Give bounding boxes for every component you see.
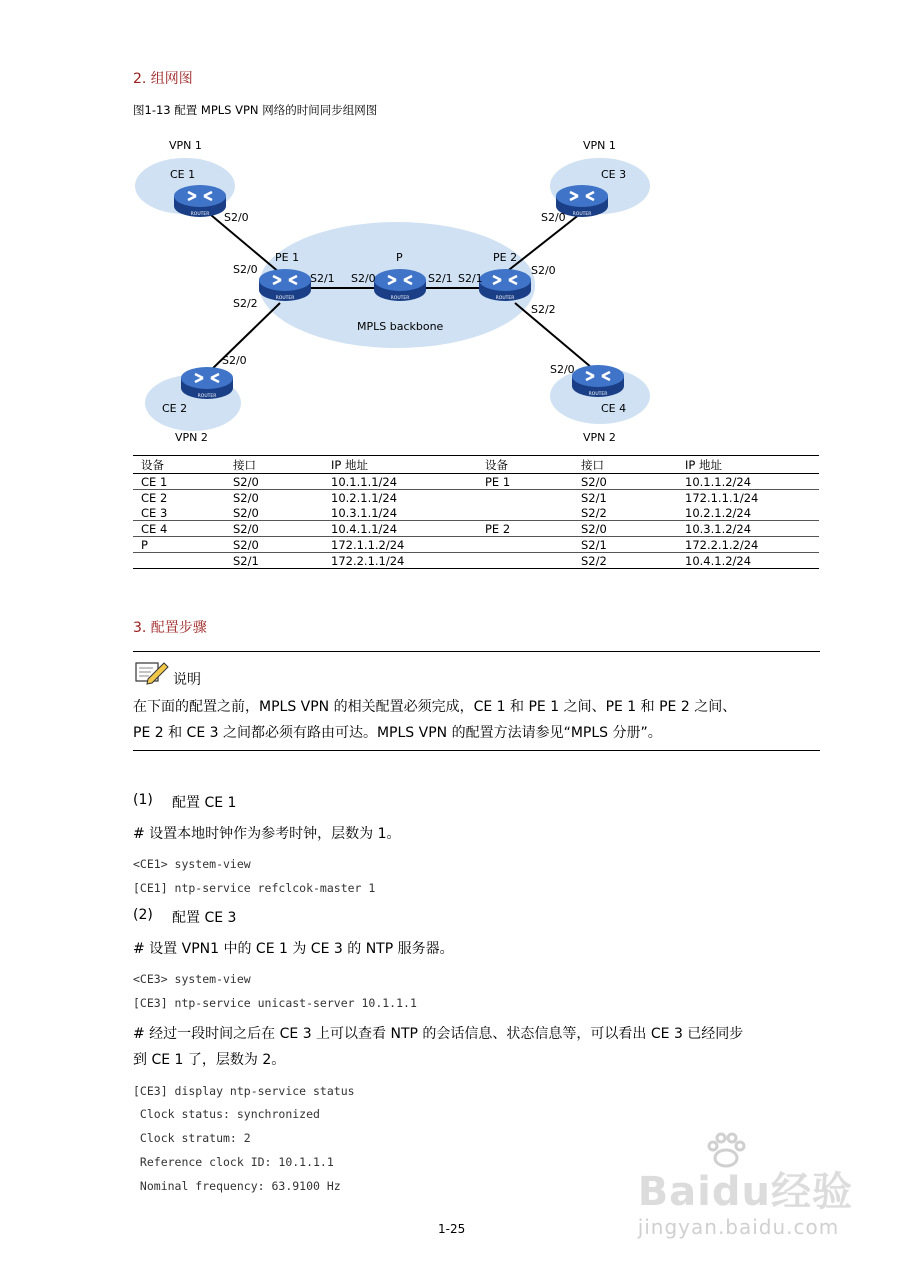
svg-text:ROUTER: ROUTER bbox=[275, 296, 295, 301]
step-title: 配置 CE 3 bbox=[172, 910, 237, 926]
router-ce4-icon bbox=[571, 364, 625, 398]
port-label: S2/2 bbox=[233, 297, 258, 310]
table-cell: S2/2 bbox=[573, 505, 677, 521]
note-text-line: 在下面的配置之前，MPLS VPN 的相关配置必须完成，CE 1 和 PE 1 之间、PE 1 和 PE 2 之间、 bbox=[133, 699, 737, 715]
table-cell: 172.1.1.2/24 bbox=[323, 537, 477, 553]
device-label-pe2: PE 2 bbox=[493, 251, 518, 264]
table-cell: 172.2.1.2/24 bbox=[677, 537, 819, 553]
ip-address-table bbox=[133, 455, 819, 569]
column-header: IP 地址 bbox=[677, 456, 819, 474]
column-header: 设备 bbox=[477, 456, 573, 474]
table-cell: PE 1 bbox=[477, 474, 573, 490]
section-title-network-diagram: 2. 组网图 bbox=[133, 71, 193, 87]
step-description: # 设置 VPN1 中的 CE 1 为 CE 3 的 NTP 服务器。 bbox=[133, 941, 454, 957]
watermark-brand: Baidu经验 bbox=[637, 1169, 853, 1215]
table-cell: S2/1 bbox=[225, 553, 323, 569]
network-diagram bbox=[130, 128, 820, 454]
router-p-icon bbox=[373, 268, 427, 302]
table-cell: 172.2.1.1/24 bbox=[323, 553, 477, 569]
page-number: 1-25 bbox=[438, 1222, 466, 1236]
svg-text:ROUTER: ROUTER bbox=[190, 212, 210, 217]
step-description: # 经过一段时间之后在 CE 3 上可以查看 NTP 的会话信息、状态信息等，可以看出 CE 3 已经同步 bbox=[133, 1026, 744, 1042]
device-label-ce1: CE 1 bbox=[170, 168, 196, 181]
vpn-label: VPN 1 bbox=[169, 139, 202, 152]
router-ce2-icon bbox=[180, 366, 234, 400]
router-pe2-icon bbox=[478, 268, 532, 302]
note-box bbox=[133, 651, 820, 751]
table-header-row bbox=[133, 456, 819, 474]
paw-logo-icon bbox=[704, 1132, 748, 1168]
port-label: S2/0 bbox=[224, 211, 249, 224]
vpn-label: VPN 2 bbox=[583, 431, 616, 444]
table-cell bbox=[477, 537, 573, 553]
svg-text:ROUTER: ROUTER bbox=[495, 296, 515, 301]
table-cell: PE 2 bbox=[477, 521, 573, 537]
vpn-label: VPN 2 bbox=[175, 431, 208, 444]
table-cell: 10.3.1.2/24 bbox=[677, 521, 819, 537]
vpn-label: VPN 1 bbox=[583, 139, 616, 152]
table-cell: 10.1.1.1/24 bbox=[323, 474, 477, 490]
figure-caption: 图1-13 配置 MPLS VPN 网络的时间同步组网图 bbox=[133, 103, 378, 117]
port-label: S2/0 bbox=[222, 354, 247, 367]
table-cell: 10.2.1.1/24 bbox=[331, 490, 398, 505]
column-header: 设备 bbox=[133, 456, 225, 474]
table-cell: S2/0 bbox=[573, 521, 677, 537]
port-label: S2/1 bbox=[428, 272, 453, 285]
port-label: S2/0 bbox=[531, 264, 556, 277]
table-cell: 10.2.1.2/24 bbox=[677, 505, 819, 521]
port-label: S2/0 bbox=[351, 272, 376, 285]
table-cell: CE 2 bbox=[141, 490, 168, 505]
device-label-ce2: CE 2 bbox=[162, 402, 188, 415]
device-label-p: P bbox=[396, 251, 403, 264]
table-row bbox=[133, 490, 819, 506]
device-label-ce3: CE 3 bbox=[601, 168, 627, 181]
port-label: S2/0 bbox=[233, 263, 258, 276]
table-row bbox=[133, 537, 819, 553]
code-line: [CE3] ntp-service unicast-server 10.1.1.1 bbox=[133, 996, 417, 1010]
svg-text:ROUTER: ROUTER bbox=[572, 212, 592, 217]
table-cell: S2/0 bbox=[225, 474, 323, 490]
table-cell bbox=[477, 505, 573, 521]
code-line: Nominal frequency: 63.9100 Hz bbox=[133, 1179, 341, 1193]
table-cell: CE 1 bbox=[133, 474, 225, 490]
step-number: (1) bbox=[133, 792, 153, 808]
table-row bbox=[133, 505, 819, 521]
table-row bbox=[133, 553, 819, 569]
note-label: 说明 bbox=[173, 672, 201, 688]
table-cell: 10.3.1.1/24 bbox=[323, 505, 477, 521]
section-title-config-steps: 3. 配置步骤 bbox=[133, 620, 207, 636]
table-cell bbox=[477, 490, 573, 506]
diagram-shapes bbox=[130, 128, 820, 454]
note-text-line: PE 2 和 CE 3 之间都必须有路由可达。MPLS VPN 的配置方法请参见“MPLS 分册”。 bbox=[133, 725, 662, 741]
table-cell: CE 3 bbox=[133, 505, 225, 521]
code-line: Reference clock ID: 10.1.1.1 bbox=[133, 1155, 334, 1169]
backbone-label: MPLS backbone bbox=[357, 320, 444, 333]
code-line: <CE3> system-view bbox=[133, 972, 251, 986]
table-cell: P bbox=[133, 537, 225, 553]
table-cell: S2/0 bbox=[225, 521, 323, 537]
code-line: [CE1] ntp-service refclcok-master 1 bbox=[133, 881, 376, 895]
device-label-pe1: PE 1 bbox=[275, 251, 300, 264]
watermark bbox=[638, 1140, 853, 1239]
step-description: 到 CE 1 了，层数为 2。 bbox=[133, 1052, 286, 1068]
step-description: # 设置本地时钟作为参考时钟，层数为 1。 bbox=[133, 826, 401, 842]
port-label: S2/0 bbox=[550, 363, 575, 376]
router-ce1-icon bbox=[173, 184, 227, 218]
step-number: (2) bbox=[133, 907, 153, 923]
table-cell bbox=[133, 553, 225, 569]
table-cell: 10.4.1.2/24 bbox=[677, 553, 819, 569]
table-cell: S2/0 bbox=[573, 474, 677, 490]
table-cell: S2/0 bbox=[225, 537, 323, 553]
table-cell: S2/0 bbox=[225, 505, 323, 521]
note-pencil-icon bbox=[135, 660, 169, 686]
column-header: IP 地址 bbox=[323, 456, 477, 474]
svg-text:ROUTER: ROUTER bbox=[197, 394, 217, 399]
column-header: 接口 bbox=[573, 456, 677, 474]
table-cell: S2/1 bbox=[573, 537, 677, 553]
device-label-ce4: CE 4 bbox=[601, 402, 627, 415]
table-cell: 10.1.1.2/24 bbox=[677, 474, 819, 490]
table-cell: S2/1 bbox=[581, 490, 607, 505]
code-line: Clock status: synchronized bbox=[133, 1107, 320, 1121]
table-row bbox=[133, 474, 819, 490]
svg-text:ROUTER: ROUTER bbox=[588, 392, 608, 397]
router-pe1-icon bbox=[258, 268, 312, 302]
table-cell: S2/0 bbox=[233, 490, 259, 505]
table-cell: 10.4.1.1/24 bbox=[323, 521, 477, 537]
column-header: 接口 bbox=[225, 456, 323, 474]
table-cell: S2/2 bbox=[573, 553, 677, 569]
step-title: 配置 CE 1 bbox=[172, 795, 237, 811]
port-label: S2/0 bbox=[541, 211, 566, 224]
code-line: <CE1> system-view bbox=[133, 857, 251, 871]
table-cell bbox=[477, 553, 573, 569]
table-cell: 172.1.1.1/24 bbox=[685, 490, 759, 505]
table-cell: CE 4 bbox=[133, 521, 225, 537]
port-label: S2/1 bbox=[458, 272, 483, 285]
table-row bbox=[133, 521, 819, 537]
watermark-url: jingyan.baidu.com bbox=[637, 1215, 840, 1239]
code-line: [CE3] display ntp-service status bbox=[133, 1084, 355, 1098]
port-label: S2/1 bbox=[310, 272, 335, 285]
port-label: S2/2 bbox=[531, 303, 556, 316]
code-line: Clock stratum: 2 bbox=[133, 1131, 251, 1145]
svg-text:ROUTER: ROUTER bbox=[390, 296, 410, 301]
